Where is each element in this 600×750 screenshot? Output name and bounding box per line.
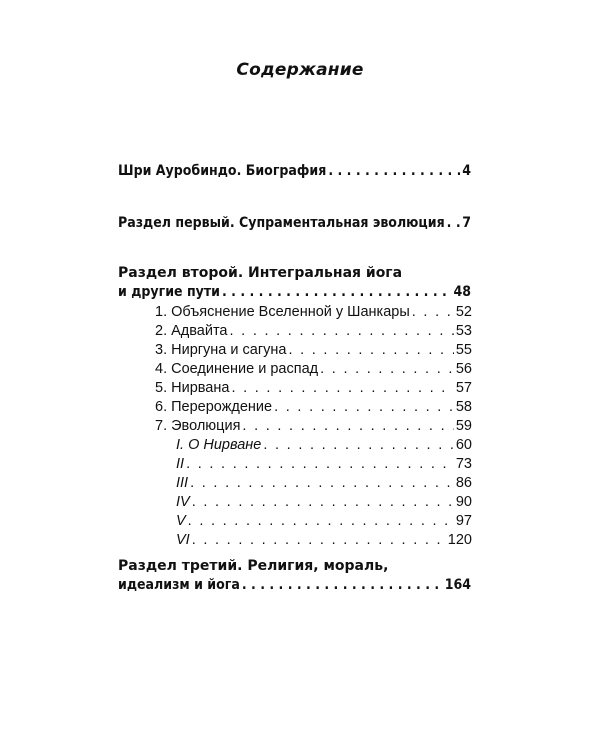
toc-entry-part1[interactable] [118, 215, 471, 231]
leader-dots [288, 342, 453, 358]
toc-page-number: 58 [455, 399, 472, 415]
leader-dots [242, 418, 453, 434]
toc-page-number: 59 [455, 418, 472, 434]
leader-dots [328, 163, 460, 179]
toc-entry-part3[interactable] [118, 577, 471, 593]
toc-entry-label: 2. Адвайта [155, 323, 228, 339]
toc-entry-label: и другие пути [118, 284, 220, 300]
toc-page-number: 86 [455, 475, 472, 491]
toc-page-number: 48 [453, 284, 471, 300]
leader-dots [230, 323, 454, 339]
toc-entry-label: 1. Объяснение Вселенной у Шанкары [155, 304, 410, 320]
toc-page-number: 56 [455, 361, 472, 377]
toc-entry-biography[interactable] [118, 163, 471, 179]
leader-dots [242, 577, 443, 593]
toc-page-number: 4 [462, 163, 471, 179]
leader-dots [447, 215, 461, 231]
toc-entry-label: 7. Эволюция [155, 418, 241, 434]
toc-page-number: 7 [462, 215, 471, 231]
leader-dots [192, 532, 446, 548]
leader-dots [274, 399, 454, 415]
leader-dots [222, 284, 451, 300]
toc-entry-label: 5. Нирвана [155, 380, 230, 396]
leader-dots [186, 456, 454, 472]
toc-entry-label: IV [176, 494, 190, 510]
toc-entry-label: 4. Соединение и распад [155, 361, 319, 377]
toc-page-number: 55 [455, 342, 472, 358]
toc-subsubentry[interactable] [176, 456, 472, 472]
toc-entry-part3-line1: Раздел третий. Религия, мораль, [118, 558, 389, 574]
toc-entry-label: Шри Ауробиндо. Биография [118, 163, 327, 179]
toc-entry-label: идеализм и йога [118, 577, 240, 593]
toc-page-number: 57 [455, 380, 472, 396]
toc-subentry[interactable] [155, 418, 472, 434]
toc-entry-label: III [176, 475, 189, 491]
toc-subentry[interactable] [155, 304, 472, 320]
toc-page-number: 97 [455, 513, 472, 529]
toc-entry-label: VI [176, 532, 190, 548]
leader-dots [263, 437, 454, 453]
leader-dots [412, 304, 454, 320]
toc-subentry[interactable] [155, 361, 472, 377]
toc-page-number: 73 [455, 456, 472, 472]
leader-dots [231, 380, 453, 396]
toc-subentry[interactable] [155, 399, 472, 415]
toc-entry-label: I. О Нирване [176, 437, 262, 453]
toc-page-number: 52 [455, 304, 472, 320]
toc-entry-part2-line1: Раздел второй. Интегральная йога [118, 265, 403, 281]
toc-subsubentry[interactable] [176, 532, 472, 548]
toc-subsubentry[interactable] [176, 475, 472, 491]
toc-entry-label: Раздел первый. Супраментальная эволюция [118, 215, 445, 231]
toc-entry-label: 6. Перерождение [155, 399, 273, 415]
leader-dots [188, 513, 454, 529]
toc-entry-label: V [176, 513, 186, 529]
toc-subsubentry[interactable] [176, 513, 472, 529]
toc-subsubentry[interactable] [176, 494, 472, 510]
toc-entry-label: 3. Ниргуна и сагуна [155, 342, 287, 358]
leader-dots [320, 361, 454, 377]
toc-subentry[interactable] [155, 380, 472, 396]
toc-entry-part2[interactable] [118, 284, 471, 300]
toc-page-number: 60 [455, 437, 472, 453]
toc-subsubentry[interactable] [176, 437, 472, 453]
leader-dots [192, 494, 454, 510]
toc-subentry[interactable] [155, 323, 472, 339]
leader-dots [190, 475, 454, 491]
toc-subentry[interactable] [155, 342, 472, 358]
toc-page-number: 164 [444, 577, 471, 593]
toc-page-number: 90 [455, 494, 472, 510]
toc-page-number: 120 [447, 532, 472, 548]
toc-entry-label: II [176, 456, 185, 472]
page-title: Содержание [236, 60, 364, 80]
toc-page-number: 53 [455, 323, 472, 339]
